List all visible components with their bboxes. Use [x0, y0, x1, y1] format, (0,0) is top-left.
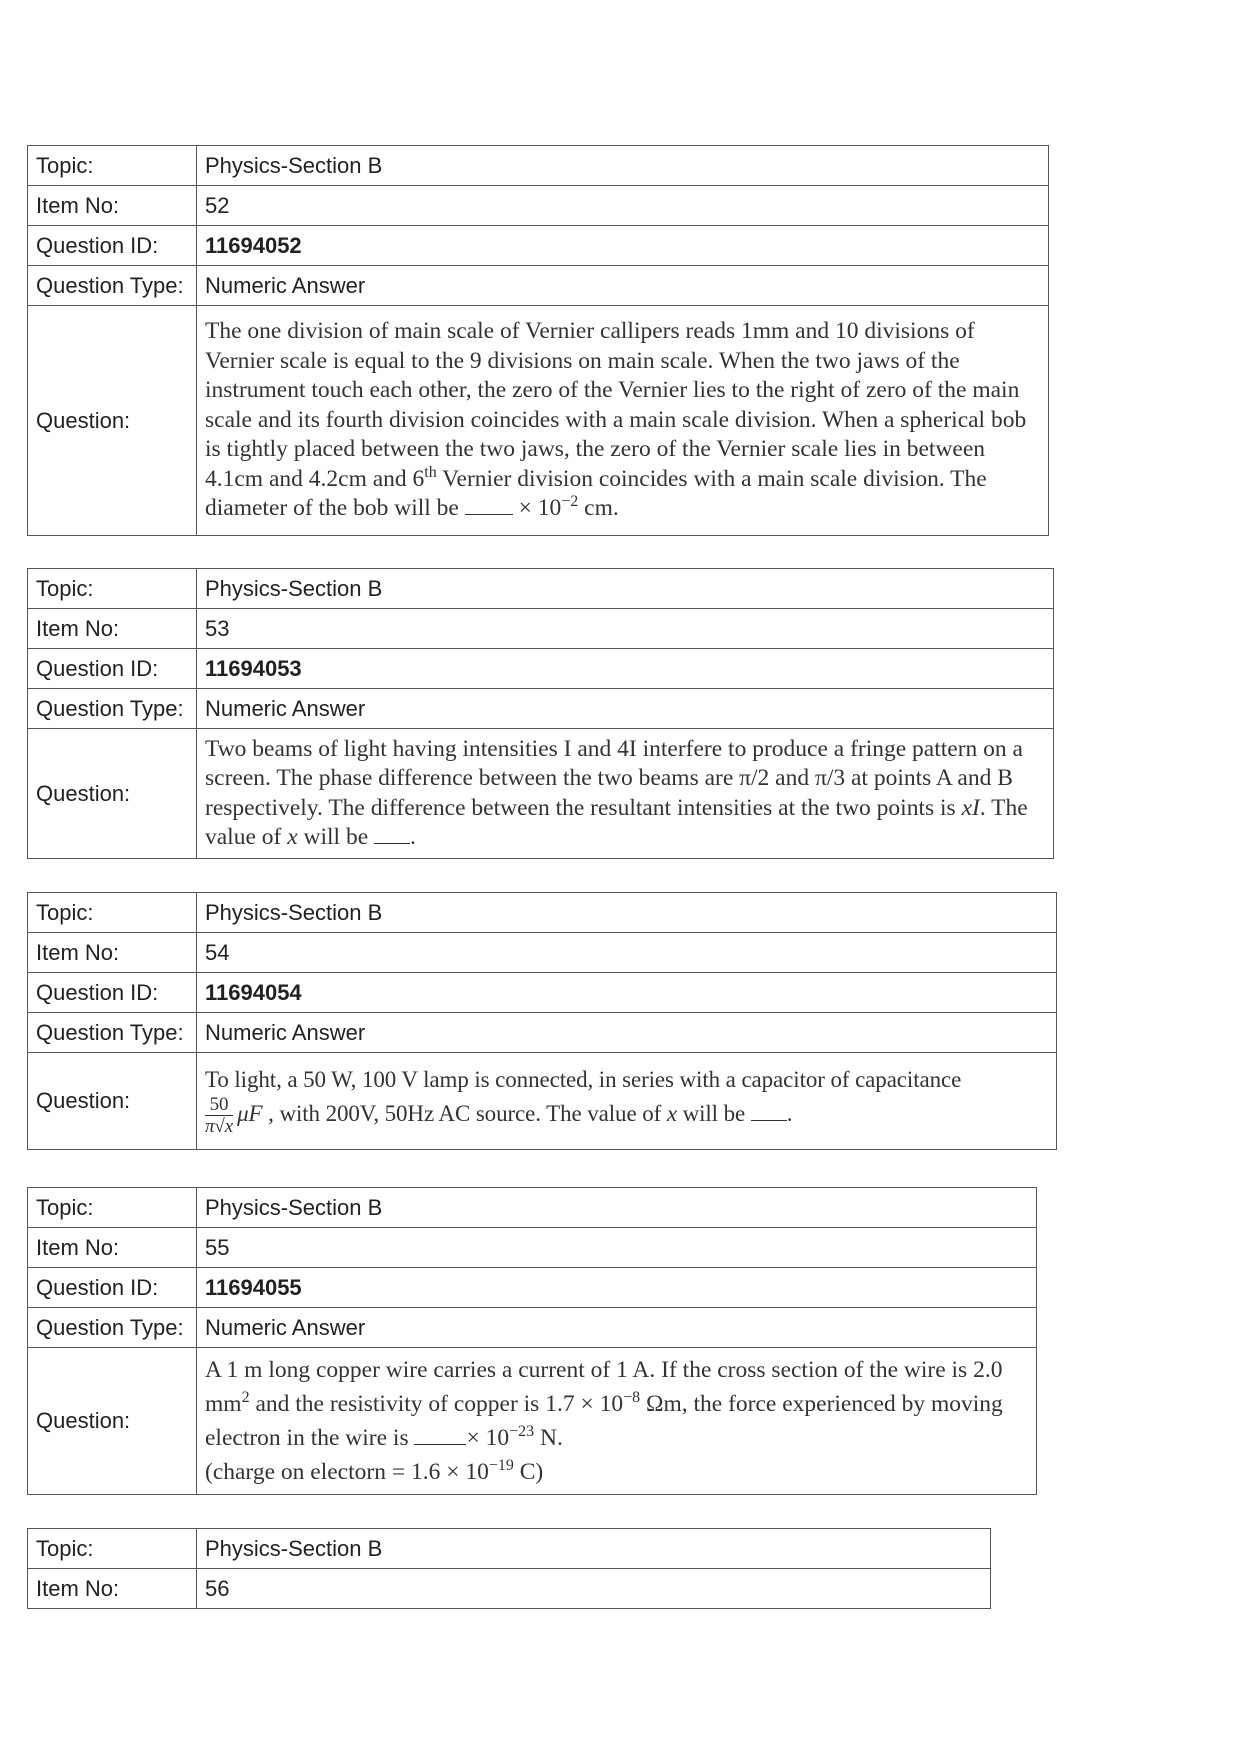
question-text: A 1 m long copper wire carries a current of 1 A. If the cross section of the wire is 2.0 $mm^2$ and the resistivity of copper is $1.7 \times 10^{-8}$ Ωm, the force experienced by moving electron in the wire is × $10^{-23}$ N. (charge on electorn = $1.6 \times 10^{-19}$ C) [197, 1348, 1037, 1495]
question-type-value: Numeric Answer [197, 1308, 1037, 1348]
answer-blank [751, 1102, 787, 1121]
question-id-label: Question ID: [28, 649, 197, 689]
question-id-label: Question ID: [28, 226, 197, 266]
question-type-label: Question Type: [28, 266, 197, 306]
item-no-label: Item No: [28, 1228, 197, 1268]
question-label: Question: [28, 306, 197, 536]
topic-label: Topic: [28, 569, 197, 609]
question-text: To light, a 50 W, 100 V lamp is connected, in series with a capacitor of capacitance $\frac{50}{\pi√x}$ μF , with 200V, 50Hz AC source. The value of x will be . [197, 1053, 1057, 1150]
question-id-value: 11694053 [205, 655, 302, 681]
item-no-label: Item No: [28, 1569, 197, 1609]
item-no-value: 52 [197, 186, 1049, 226]
item-no-label: Item No: [28, 933, 197, 973]
item-no-value: 53 [197, 609, 1054, 649]
topic-value: Physics-Section B [197, 1188, 1037, 1228]
topic-label: Topic: [28, 893, 197, 933]
answer-blank [414, 1426, 466, 1445]
question-text: Two beams of light having intensities I and 4I interfere to produce a fringe pattern on a screen. The phase difference between the two beams are π/2 and π/3 at points A and B respectively. The difference between the resultant intensities at the two points is xI. The value of x will be . [197, 729, 1054, 859]
question-id-value: 11694052 [205, 232, 302, 258]
question-id-value: 11694054 [205, 979, 302, 1005]
question-label: Question: [28, 1053, 197, 1150]
question-table-56 [27, 1528, 991, 1609]
item-no-value: 55 [197, 1228, 1037, 1268]
topic-value: Physics-Section B [197, 146, 1049, 186]
question-type-label: Question Type: [28, 689, 197, 729]
item-no-label: Item No: [28, 186, 197, 226]
question-type-value: Numeric Answer [197, 266, 1049, 306]
question-table-53 [27, 568, 1054, 859]
topic-value: Physics-Section B [197, 893, 1057, 933]
item-no-label: Item No: [28, 609, 197, 649]
question-text: The one division of main scale of Vernier callipers reads 1mm and 10 divisions of Vernier scale is equal to the 9 divisions on main scale. When the two jaws of the instrument touch each other, the zero of the Vernier lies to the right of zero of the main scale and its fourth division coincides with a main scale division. When a spherical bob is tightly placed between the two jaws, the zero of the Vernier scale lies in between 4.1cm and 4.2cm and 6th Vernier division coincides with a main scale division. The diameter of the bob will be × $10^{-2}$ cm. [197, 306, 1049, 536]
question-table-52 [27, 145, 1049, 536]
question-type-label: Question Type: [28, 1013, 197, 1053]
item-no-value: 56 [197, 1569, 991, 1609]
question-id-label: Question ID: [28, 973, 197, 1013]
topic-label: Topic: [28, 1188, 197, 1228]
question-type-value: Numeric Answer [197, 1013, 1057, 1053]
question-label: Question: [28, 729, 197, 859]
topic-value: Physics-Section B [197, 569, 1054, 609]
question-type-label: Question Type: [28, 1308, 197, 1348]
answer-blank [374, 825, 410, 844]
topic-label: Topic: [28, 146, 197, 186]
question-label: Question: [28, 1348, 197, 1495]
capacitance-fraction: $\frac{50}{\pi√x}$ [205, 1094, 234, 1138]
item-no-value: 54 [197, 933, 1057, 973]
question-table-55 [27, 1187, 1037, 1495]
topic-label: Topic: [28, 1529, 197, 1569]
answer-blank [465, 496, 513, 515]
question-id-value: 11694055 [205, 1274, 302, 1300]
topic-value: Physics-Section B [197, 1529, 991, 1569]
question-table-54 [27, 892, 1057, 1150]
question-id-label: Question ID: [28, 1268, 197, 1308]
question-type-value: Numeric Answer [197, 689, 1054, 729]
